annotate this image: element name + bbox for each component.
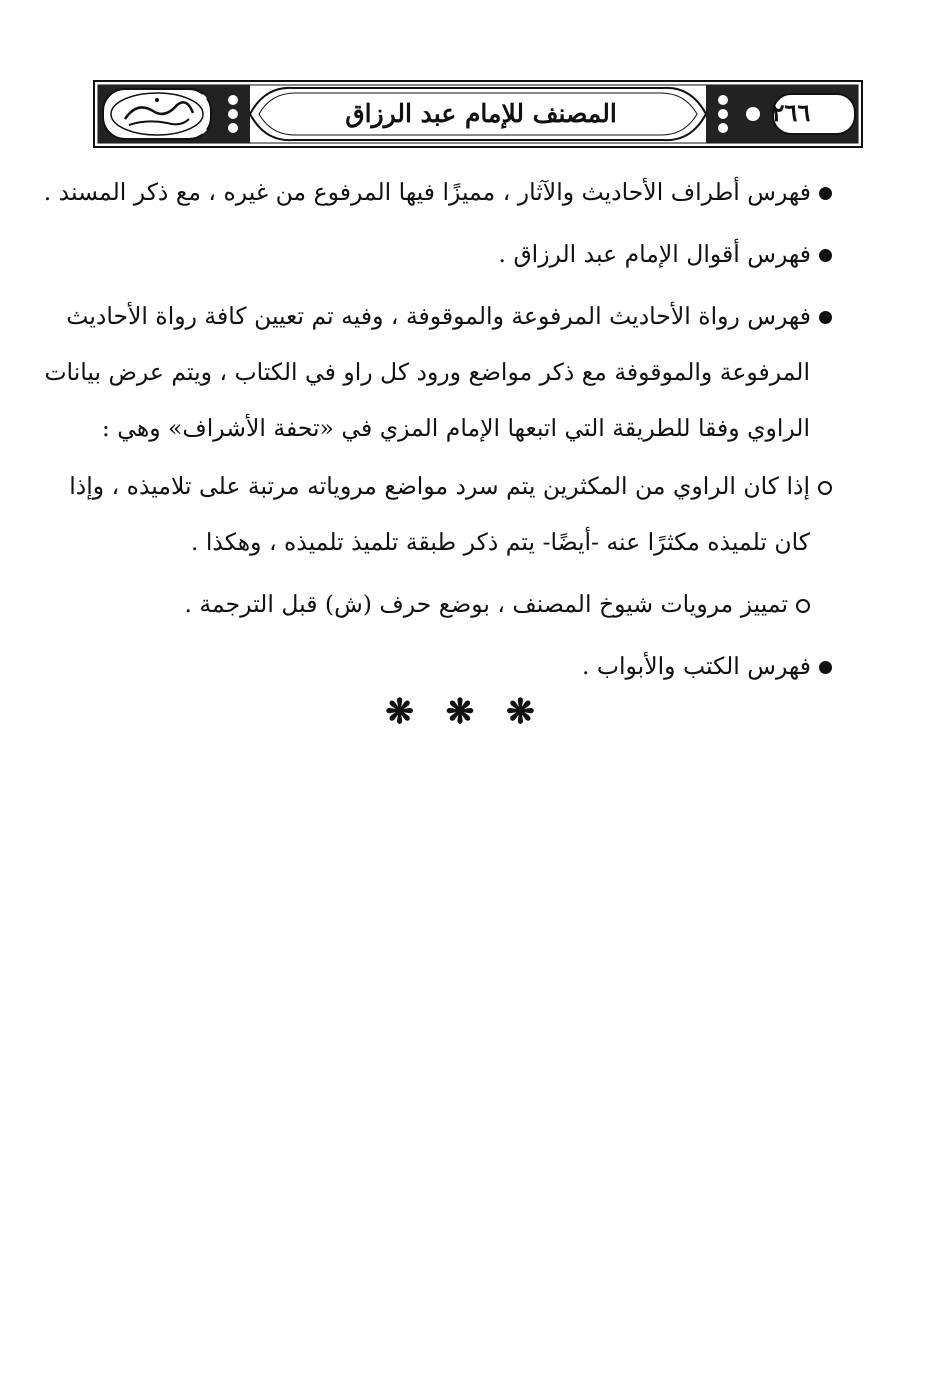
list-item-sayings-index [90, 226, 832, 282]
list-item-narrators-index [44, 288, 832, 456]
section-separator: ❋ ❋ ❋ [385, 692, 545, 732]
list-item-text: فهرس أطراف الأحاديث والآثار ، مميزًا فيها المرفوع من غيره ، مع ذكر المسند . [43, 178, 811, 206]
running-title: المصنف للإمام عبد الرزاق [345, 99, 617, 128]
list-item-line [66, 288, 832, 344]
sub-item-line [69, 458, 832, 514]
list-item-text: المرفوعة والموقوفة مع ذكر مواضع ورود كل راو في الكتاب ، ويتم عرض بيانات [44, 358, 810, 386]
list-item-text: فهرس الكتب والأبواب . [581, 652, 811, 680]
page-number-text: ٢٦٦ [771, 98, 811, 127]
list-item-hadith-index [43, 164, 832, 220]
list-item-text: فهرس رواة الأحاديث المرفوعة والموقوفة ، وفيه تم تعيين كافة رواة الأحاديث [66, 302, 811, 330]
sub-item-prolific-narrators [69, 458, 832, 570]
list-item-text: فهرس أقوال الإمام عبد الرزاق . [498, 240, 811, 268]
page-header [93, 80, 863, 148]
bullet-icon [819, 661, 832, 674]
list-item-books-index [90, 638, 832, 694]
bullet-icon [819, 187, 832, 200]
sub-item-text: إذا كان الراوي من المكثرين يتم سرد مواضع مروياته مرتبة على تلاميذه ، وإذا [69, 472, 810, 500]
book-logo-seal [107, 89, 207, 139]
sub-item-text: كان تلميذه مكثرًا عنه -أيضًا- يتم ذكر طبقة تلميذ تلميذه ، وهكذا . [190, 528, 810, 556]
sub-item-text: تمييز مرويات شيوخ المصنف ، بوضع حرف (ش) قبل الترجمة . [184, 590, 788, 618]
list-item-text: الراوي وفقا للطريقة التي اتبعها الإمام المزي في «تحفة الأشراف» وهي : [101, 414, 810, 442]
circle-bullet-icon [796, 599, 810, 613]
bullet-icon [819, 311, 832, 324]
circle-bullet-icon [818, 481, 832, 495]
index-list [43, 164, 832, 694]
sub-item-author-shaykhs [90, 576, 832, 632]
bullet-icon [819, 249, 832, 262]
